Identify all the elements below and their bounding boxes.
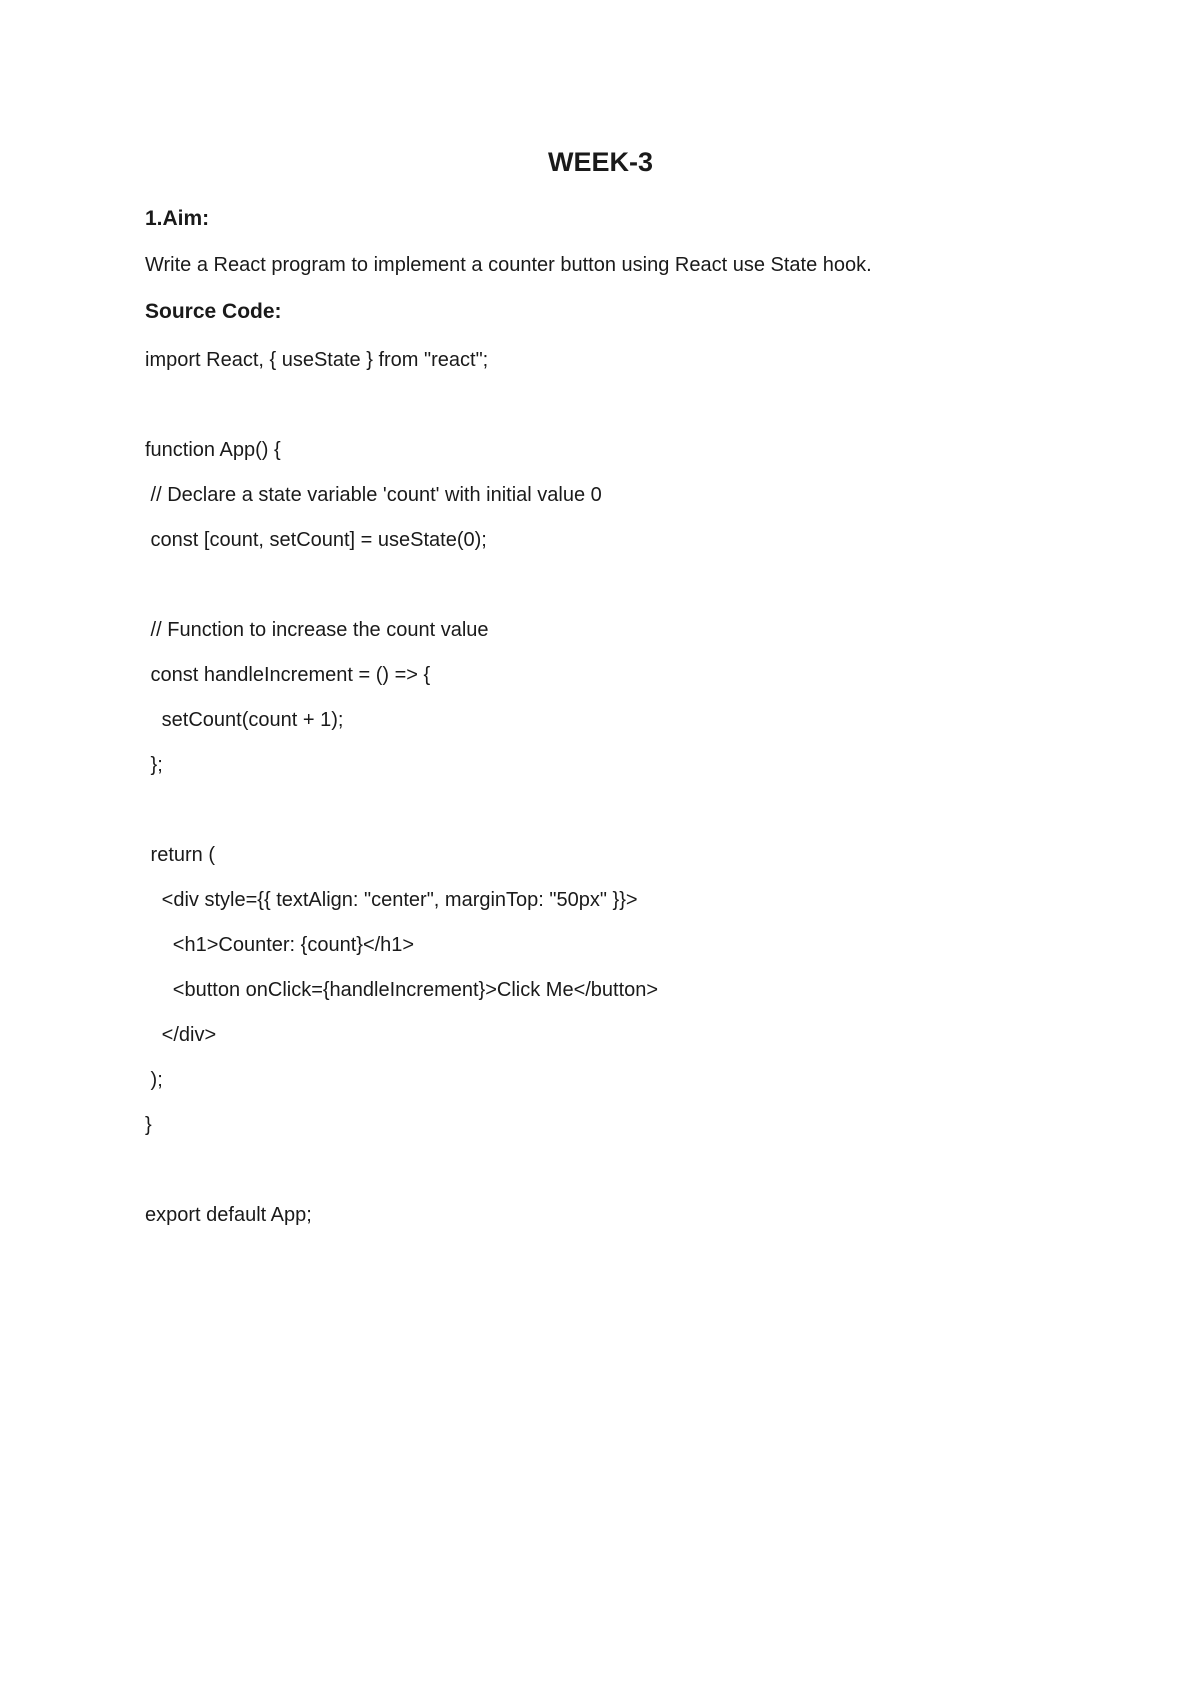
- code-line: </div>: [145, 1024, 217, 1046]
- code-line: const [count, setCount] = useState(0);: [145, 529, 487, 551]
- code-line: // Declare a state variable 'count' with initial value 0: [145, 484, 602, 506]
- code-line: };: [145, 754, 163, 776]
- code-line: function App() {: [145, 439, 281, 461]
- code-line: const handleIncrement = () => {: [145, 664, 431, 686]
- code-line: return (: [145, 844, 216, 866]
- aim-heading: 1.Aim:: [145, 207, 210, 230]
- code-line: <h1>Counter: {count}</h1>: [145, 934, 415, 956]
- code-line: export default App;: [145, 1204, 312, 1226]
- code-line: <div style={{ textAlign: "center", marginTop: "50px" }}>: [145, 889, 638, 911]
- code-line: <button onClick={handleIncrement}>Click Me</button>: [145, 979, 659, 1001]
- code-line: );: [145, 1069, 163, 1091]
- code-line: import React, { useState } from "react";: [145, 349, 489, 371]
- source-code-heading: Source Code:: [145, 300, 282, 323]
- aim-text: Write a React program to implement a counter button using React use State hook.: [145, 254, 872, 276]
- code-line: // Function to increase the count value: [145, 619, 489, 641]
- code-line: setCount(count + 1);: [145, 709, 344, 731]
- page-title: WEEK-3: [547, 147, 653, 177]
- code-line: }: [145, 1114, 152, 1136]
